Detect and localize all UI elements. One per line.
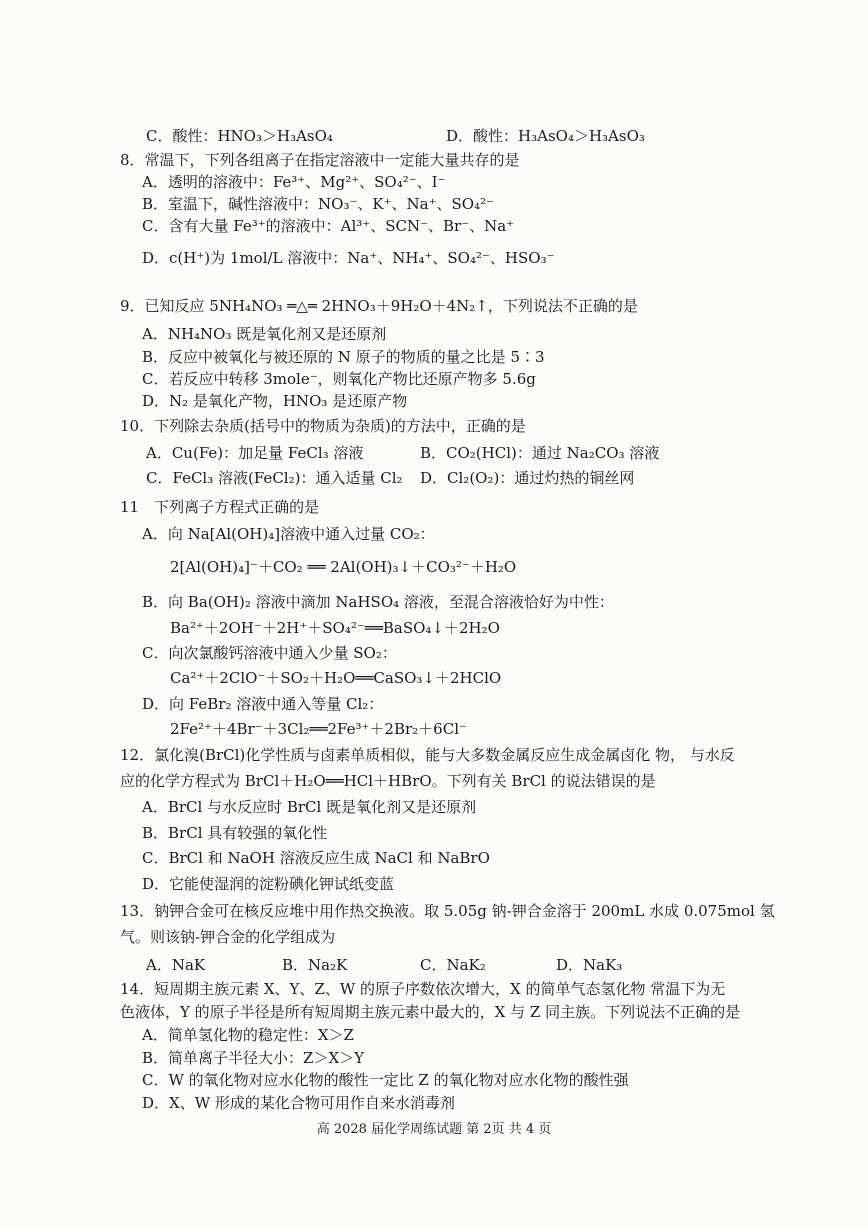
q8-stem: 8．常温下，下列各组离子在指定溶液中一定能大量共存的是 bbox=[120, 151, 520, 169]
q10-stem: 10．下列除去杂质(括号中的物质为杂质)的方法中，正确的是 bbox=[120, 417, 526, 435]
q9-option-d: D．N₂ 是氧化产物，HNO₃ 是还原产物 bbox=[142, 392, 408, 410]
q11-stem: 11 下列离子方程式正确的是 bbox=[120, 498, 320, 516]
q14-option-c: C．W 的氧化物对应水化物的酸性一定比 Z 的氧化物对应水化物的酸性强 bbox=[142, 1071, 629, 1089]
q10-option-a: A．Cu(Fe)：加足量 FeCl₃ 溶液 bbox=[146, 444, 364, 462]
q9-option-b: B．反应中被氧化与被还原的 N 原子的物质的量之比是 5∶3 bbox=[142, 348, 545, 366]
q12-option-a: A．BrCl 与水反应时 BrCl 既是氧化剂又是还原剂 bbox=[142, 798, 477, 816]
q7-option-d: D．酸性：H₃AsO₄＞H₃AsO₃ bbox=[446, 127, 645, 145]
q8-option-b: B．室温下，碱性溶液中：NO₃⁻、K⁺、Na⁺、SO₄²⁻ bbox=[142, 195, 495, 213]
q7-option-c: C．酸性：HNO₃＞H₃AsO₄ bbox=[146, 127, 333, 145]
q14-option-d: D．X、W 形成的某化合物可用作自来水消毒剂 bbox=[142, 1094, 455, 1112]
q9-option-a: A．NH₄NO₃ 既是氧化剂又是还原剂 bbox=[142, 325, 387, 343]
q10-option-c: C．FeCl₃ 溶液(FeCl₂)：通入适量 Cl₂ bbox=[146, 469, 403, 487]
q9-option-c: C．若反应中转移 3mole⁻，则氧化产物比还原产物多 5.6g bbox=[142, 370, 536, 388]
q12-stem-line1: 12．氯化溴(BrCl)化学性质与卤素单质相似，能与大多数金属反应生成金属卤化 物， 与水反 bbox=[120, 746, 735, 764]
q11-option-c: C．向次氯酸钙溶液中通入少量 SO₂： bbox=[142, 644, 397, 662]
q12-option-b: B．BrCl 具有较强的氧化性 bbox=[142, 824, 328, 842]
q12-option-d: D．它能使湿润的淀粉碘化钾试纸变蓝 bbox=[142, 875, 395, 893]
q13-stem-line1: 13．钠钾合金可在核反应堆中用作热交换液。取 5.05g 钠-钾合金溶于 200mL 水成 0.075mol 氢 bbox=[120, 902, 775, 920]
q11-option-d-equation: 2Fe²⁺＋4Br⁻＋3Cl₂══2Fe³⁺＋2Br₂＋6Cl⁻ bbox=[170, 720, 467, 738]
q14-option-a: A．简单氢化物的稳定性：X＞Z bbox=[142, 1026, 354, 1044]
q13-stem-line2: 气。则该钠-钾合金的化学组成为 bbox=[120, 928, 336, 946]
page-footer: 高 2028 届化学周练试题 第 2页 共 4 页 bbox=[316, 1122, 552, 1137]
q11-option-d: D．向 FeBr₂ 溶液中通入等量 Cl₂： bbox=[142, 695, 384, 713]
q13-option-d: D．NaK₃ bbox=[556, 956, 623, 974]
q10-option-d: D．Cl₂(O₂)：通过灼热的铜丝网 bbox=[420, 469, 635, 487]
q8-option-c: C．含有大量 Fe³⁺的溶液中：Al³⁺、SCN⁻、Br⁻、Na⁺ bbox=[142, 217, 515, 235]
q10-option-b: B．CO₂(HCl)：通过 Na₂CO₃ 溶液 bbox=[420, 444, 660, 462]
q12-option-c: C．BrCl 和 NaOH 溶液反应生成 NaCl 和 NaBrO bbox=[142, 849, 490, 867]
q11-option-c-equation: Ca²⁺＋2ClO⁻＋SO₂＋H₂O══CaSO₃↓＋2HClO bbox=[170, 669, 502, 687]
q8-option-d: D．c(H⁺)为 1mol/L 溶液中：Na⁺、NH₄⁺、SO₄²⁻、HSO₃⁻ bbox=[142, 249, 555, 267]
q11-option-b-equation: Ba²⁺＋2OH⁻＋2H⁺＋SO₄²⁻══BaSO₄↓＋2H₂O bbox=[170, 619, 500, 637]
q9-stem: 9．已知反应 5NH₄NO₃ ═△═ 2HNO₃＋9H₂O＋4N₂↑，下列说法不正确的是 bbox=[120, 297, 638, 315]
q11-option-a-equation: 2[Al(OH)₄]⁻＋CO₂ ══ 2Al(OH)₃↓＋CO₃²⁻＋H₂O bbox=[170, 558, 517, 576]
q13-option-a: A．NaK bbox=[146, 956, 206, 974]
q11-option-b: B．向 Ba(OH)₂ 溶液中滴加 NaHSO₄ 溶液，至混合溶液恰好为中性： bbox=[142, 593, 614, 611]
q14-option-b: B．简单离子半径大小：Z＞X＞Y bbox=[142, 1049, 365, 1067]
q11-option-a: A．向 Na[Al(OH)₄]溶液中通入过量 CO₂： bbox=[142, 525, 435, 543]
q8-option-a: A．透明的溶液中：Fe³⁺、Mg²⁺、SO₄²⁻、I⁻ bbox=[142, 173, 446, 191]
q12-stem-line2: 应的化学方程式为 BrCl＋H₂O══HCl＋HBrO。下列有关 BrCl 的说法错误的是 bbox=[120, 772, 656, 790]
q13-option-b: B．Na₂K bbox=[282, 956, 348, 974]
q14-stem-line1: 14．短周期主族元素 X、Y、Z、W 的原子序数依次增大，X 的简单气态氢化物 常温下为无 bbox=[120, 980, 726, 998]
q14-stem-line2: 色液体，Y 的原子半径是所有短周期主族元素中最大的，X 与 Z 同主族。下列说法不正确的是 bbox=[120, 1003, 741, 1021]
q13-option-c: C．NaK₂ bbox=[420, 956, 486, 974]
